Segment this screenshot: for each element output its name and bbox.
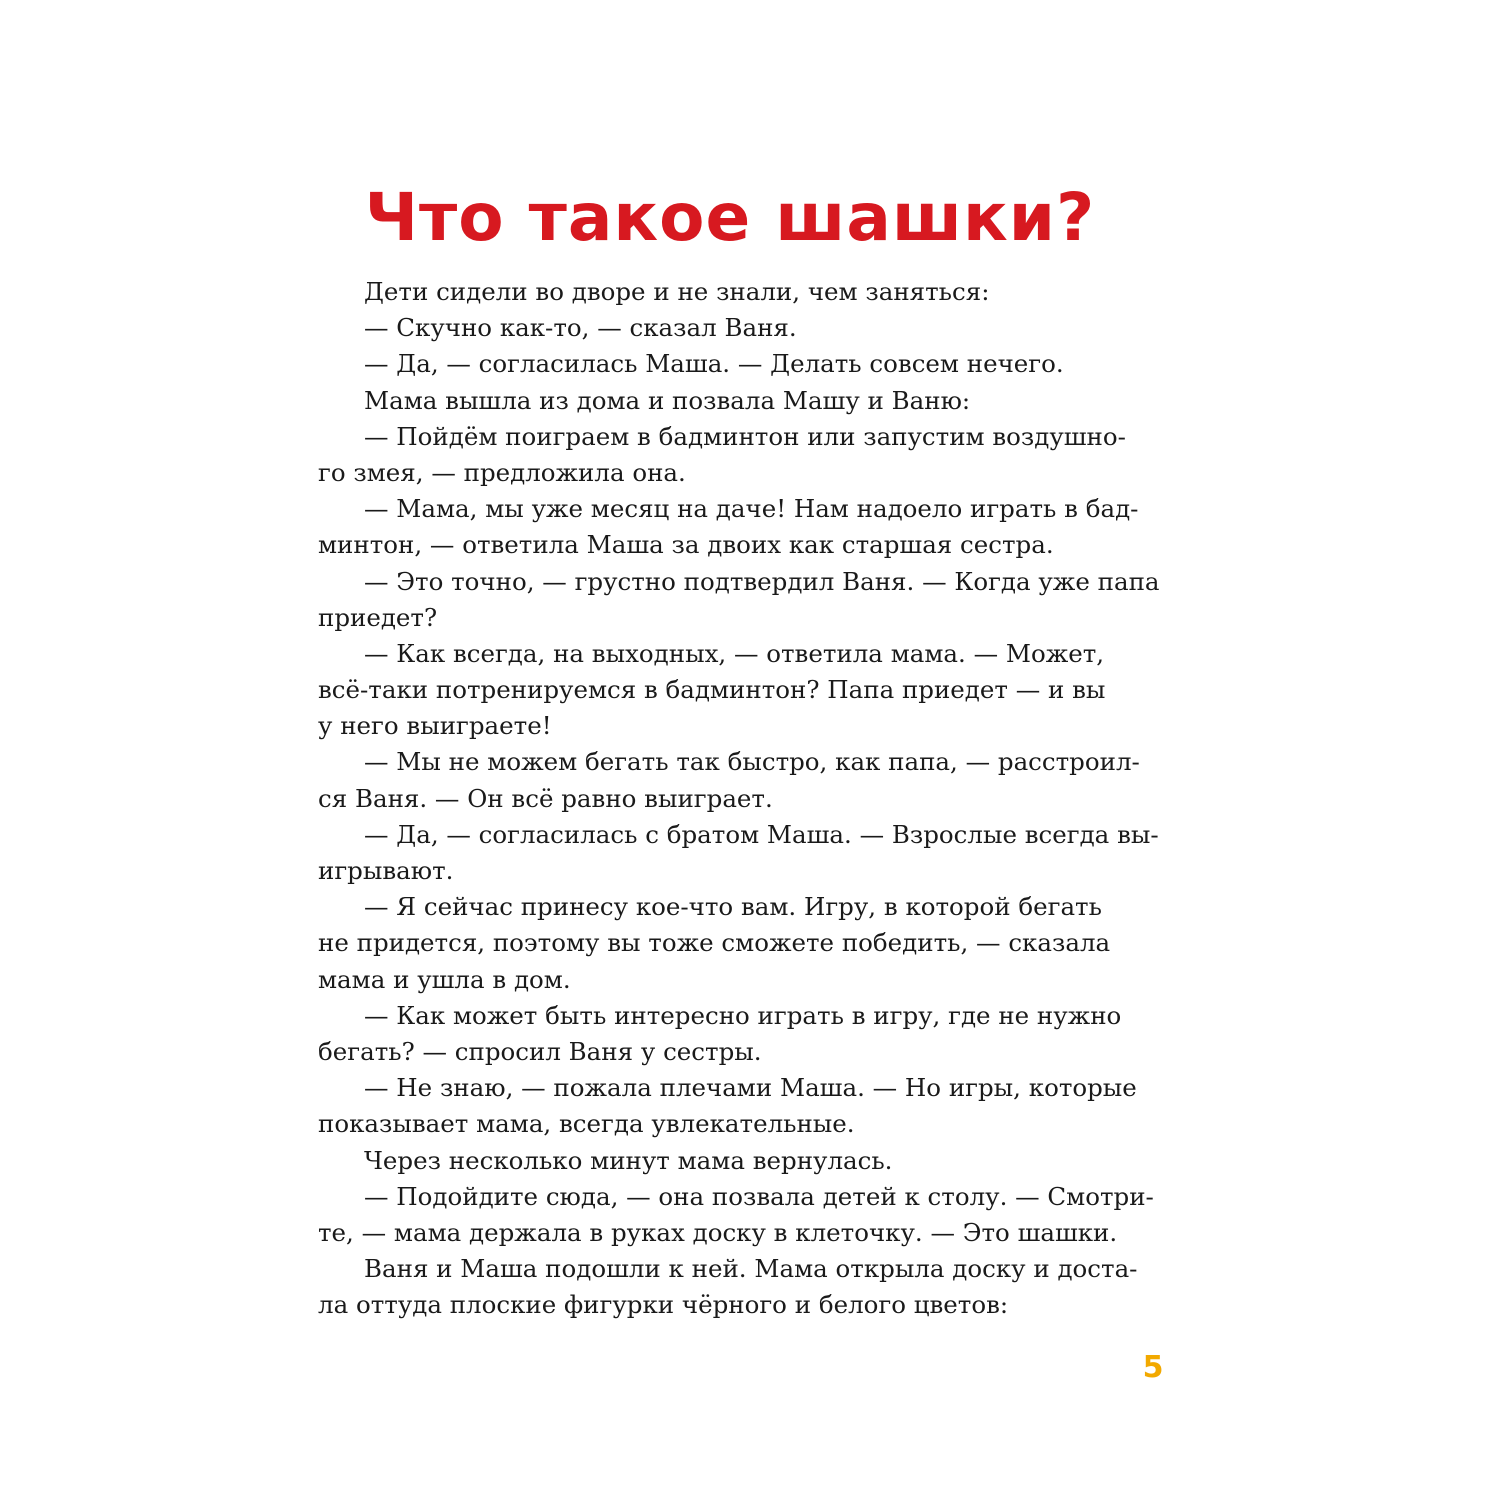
text-line: бегать? — спросил Ваня у сестры.: [318, 1036, 762, 1066]
text-line: не придется, поэтому вы тоже сможете победить, — сказала: [318, 928, 1111, 958]
text-line: — Я сейчас принесу кое-что вам. Игру, в которой бегать: [364, 892, 1102, 922]
text-line: Мама вышла из дома и позвала Машу и Ваню:: [364, 385, 971, 415]
text-line: — Как всегда, на выходных, — ответила мама. — Может,: [364, 638, 1105, 668]
text-line: — Подойдите сюда, — она позвала детей к столу. — Смотри-: [364, 1181, 1154, 1211]
text-line: Ваня и Маша подошли к ней. Мама открыла доску и доста-: [364, 1254, 1138, 1284]
text-line: у него выиграете!: [318, 711, 552, 741]
text-line: Дети сидели во дворе и не знали, чем заняться:: [364, 277, 990, 306]
text-line: — Да, — согласилась Маша. — Делать совсем нечего.: [364, 349, 1064, 379]
page-title: Что такое шашки?: [364, 179, 1096, 256]
text-line: — Не знаю, — пожала плечами Маша. — Но игры, которые: [364, 1073, 1137, 1103]
text-line: ла оттуда плоские фигурки чёрного и белого цветов:: [318, 1290, 1009, 1320]
text-line: го змея, — предложила она.: [318, 457, 686, 487]
text-line: мама и ушла в дом.: [318, 964, 571, 994]
text-line: — Пойдём поиграем в бадминтон или запустим воздушно-: [364, 421, 1126, 451]
text-line: — Как может быть интересно играть в игру, где не нужно: [364, 1000, 1122, 1030]
text-line: — Скучно как-то, — сказал Ваня.: [364, 313, 797, 343]
page-number: 5: [1142, 1350, 1164, 1385]
text-line: — Мама, мы уже месяц на даче! Нам надоело играть в бад-: [364, 494, 1139, 524]
text-line: — Да, — согласилась с братом Маша. — Взрослые всегда вы-: [364, 819, 1159, 849]
text-line: — Мы не можем бегать так быстро, как папа, — расстроил-: [364, 747, 1140, 777]
text-line: те, — мама держала в руках доску в клеточку. — Это шашки.: [318, 1217, 1118, 1247]
text-line: Через несколько минут мама вернулась.: [364, 1145, 893, 1175]
text-line: показывает мама, всегда увлекательные.: [318, 1109, 855, 1139]
text-line: ся Ваня. — Он всё равно выиграет.: [318, 783, 773, 813]
text-line: всё-таки потренируемся в бадминтон? Папа приедет — и вы: [318, 675, 1106, 705]
text-line: приедет?: [318, 602, 438, 632]
text-line: — Это точно, — грустно подтвердил Ваня. — Когда уже папа: [364, 566, 1160, 596]
story-text: [318, 274, 1160, 1323]
text-line: минтон, — ответила Маша за двоих как старшая сестра.: [318, 530, 1054, 560]
text-line: игрывают.: [318, 856, 454, 885]
